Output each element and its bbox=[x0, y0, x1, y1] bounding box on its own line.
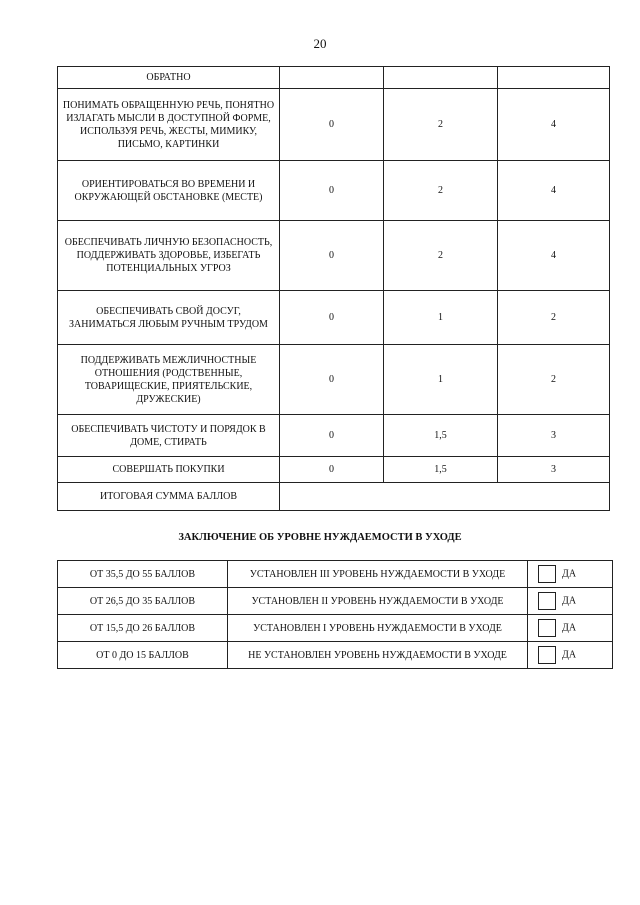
table-row bbox=[58, 561, 613, 588]
table-row bbox=[58, 588, 613, 615]
score-range: ОТ 26,5 ДО 35 БАЛЛОВ bbox=[58, 588, 228, 615]
score-0: 0 bbox=[280, 415, 384, 457]
score-range: ОТ 0 ДО 15 БАЛЛОВ bbox=[58, 642, 228, 669]
table-row bbox=[58, 345, 610, 415]
total-value-field[interactable] bbox=[280, 483, 610, 511]
score-2: 2 bbox=[498, 291, 610, 345]
table-row bbox=[58, 642, 613, 669]
score-0: 0 bbox=[280, 345, 384, 415]
score-2: 4 bbox=[498, 221, 610, 291]
score-0: 0 bbox=[280, 221, 384, 291]
score-1: 1 bbox=[384, 345, 498, 415]
table-row bbox=[58, 89, 610, 161]
score-1: 2 bbox=[384, 161, 498, 221]
activity-name: ПОНИМАТЬ ОБРАЩЕННУЮ РЕЧЬ, ПОНЯТНО ИЗЛАГАТЬ МЫСЛИ В ДОСТУПНОЙ ФОРМЕ, ИСПОЛЬЗУЯ РЕЧЬ, ЖЕСТЫ, МИМИКУ, ПИСЬМО, КАРТИНКИ bbox=[58, 89, 280, 161]
score-range: ОТ 15,5 ДО 26 БАЛЛОВ bbox=[58, 615, 228, 642]
score-0: 0 bbox=[280, 89, 384, 161]
activity-name: ПОДДЕРЖИВАТЬ МЕЖЛИЧНОСТНЫЕ ОТНОШЕНИЯ (РОДСТВЕННЫЕ, ТОВАРИЩЕСКИЕ, ПРИЯТЕЛЬСКИЕ, ДРУЖЕСКИЕ) bbox=[58, 345, 280, 415]
score-1 bbox=[384, 67, 498, 89]
activity-name: ОБЕСПЕЧИВАТЬ ЧИСТОТУ И ПОРЯДОК В ДОМЕ, СТИРАТЬ bbox=[58, 415, 280, 457]
table-row bbox=[58, 67, 610, 89]
yes-checkbox[interactable] bbox=[538, 646, 556, 664]
yes-option[interactable] bbox=[528, 642, 613, 669]
activity-name: ОРИЕНТИРОВАТЬСЯ ВО ВРЕМЕНИ И ОКРУЖАЮЩЕЙ ОБСТАНОВКЕ (МЕСТЕ) bbox=[58, 161, 280, 221]
score-2: 3 bbox=[498, 415, 610, 457]
page-number: 20 bbox=[313, 36, 327, 51]
care-level: УСТАНОВЛЕН III УРОВЕНЬ НУЖДАЕМОСТИ В УХОДЕ bbox=[228, 561, 528, 588]
table-row bbox=[58, 415, 610, 457]
score-1: 2 bbox=[384, 221, 498, 291]
yes-option[interactable] bbox=[528, 561, 613, 588]
yes-label: ДА bbox=[562, 622, 577, 634]
care-level: УСТАНОВЛЕН I УРОВЕНЬ НУЖДАЕМОСТИ В УХОДЕ bbox=[228, 615, 528, 642]
conclusion-title: ЗАКЛЮЧЕНИЕ ОБ УРОВНЕ НУЖДАЕМОСТИ В УХОДЕ bbox=[178, 532, 462, 543]
yes-label: ДА bbox=[562, 595, 577, 607]
score-1: 1,5 bbox=[384, 457, 498, 483]
score-2: 4 bbox=[498, 89, 610, 161]
score-0: 0 bbox=[280, 161, 384, 221]
table-row bbox=[58, 615, 613, 642]
care-level: УСТАНОВЛЕН II УРОВЕНЬ НУЖДАЕМОСТИ В УХОДЕ bbox=[228, 588, 528, 615]
score-0 bbox=[280, 67, 384, 89]
yes-checkbox[interactable] bbox=[538, 592, 556, 610]
care-level: НЕ УСТАНОВЛЕН УРОВЕНЬ НУЖДАЕМОСТИ В УХОДЕ bbox=[228, 642, 528, 669]
total-row bbox=[58, 483, 610, 511]
yes-option[interactable] bbox=[528, 615, 613, 642]
score-2 bbox=[498, 67, 610, 89]
activities-table bbox=[57, 66, 610, 511]
total-label: ИТОГОВАЯ СУММА БАЛЛОВ bbox=[58, 483, 280, 511]
activity-name: ОБРАТНО bbox=[58, 67, 280, 89]
activity-name: ОБЕСПЕЧИВАТЬ СВОЙ ДОСУГ, ЗАНИМАТЬСЯ ЛЮБЫМ РУЧНЫМ ТРУДОМ bbox=[58, 291, 280, 345]
yes-checkbox[interactable] bbox=[538, 565, 556, 583]
yes-option[interactable] bbox=[528, 588, 613, 615]
yes-label: ДА bbox=[562, 568, 577, 580]
activity-name: СОВЕРШАТЬ ПОКУПКИ bbox=[58, 457, 280, 483]
score-2: 2 bbox=[498, 345, 610, 415]
table-row bbox=[58, 457, 610, 483]
score-2: 4 bbox=[498, 161, 610, 221]
score-range: ОТ 35,5 ДО 55 БАЛЛОВ bbox=[58, 561, 228, 588]
yes-label: ДА bbox=[562, 649, 577, 661]
table-row bbox=[58, 161, 610, 221]
table-row bbox=[58, 291, 610, 345]
yes-checkbox[interactable] bbox=[538, 619, 556, 637]
score-2: 3 bbox=[498, 457, 610, 483]
score-1: 1 bbox=[384, 291, 498, 345]
table-row bbox=[58, 221, 610, 291]
score-0: 0 bbox=[280, 457, 384, 483]
score-1: 2 bbox=[384, 89, 498, 161]
activity-name: ОБЕСПЕЧИВАТЬ ЛИЧНУЮ БЕЗОПАСНОСТЬ, ПОДДЕРЖИВАТЬ ЗДОРОВЬЕ, ИЗБЕГАТЬ ПОТЕНЦИАЛЬНЫХ УГРОЗ bbox=[58, 221, 280, 291]
score-1: 1,5 bbox=[384, 415, 498, 457]
score-0: 0 bbox=[280, 291, 384, 345]
care-level-table bbox=[57, 560, 613, 669]
